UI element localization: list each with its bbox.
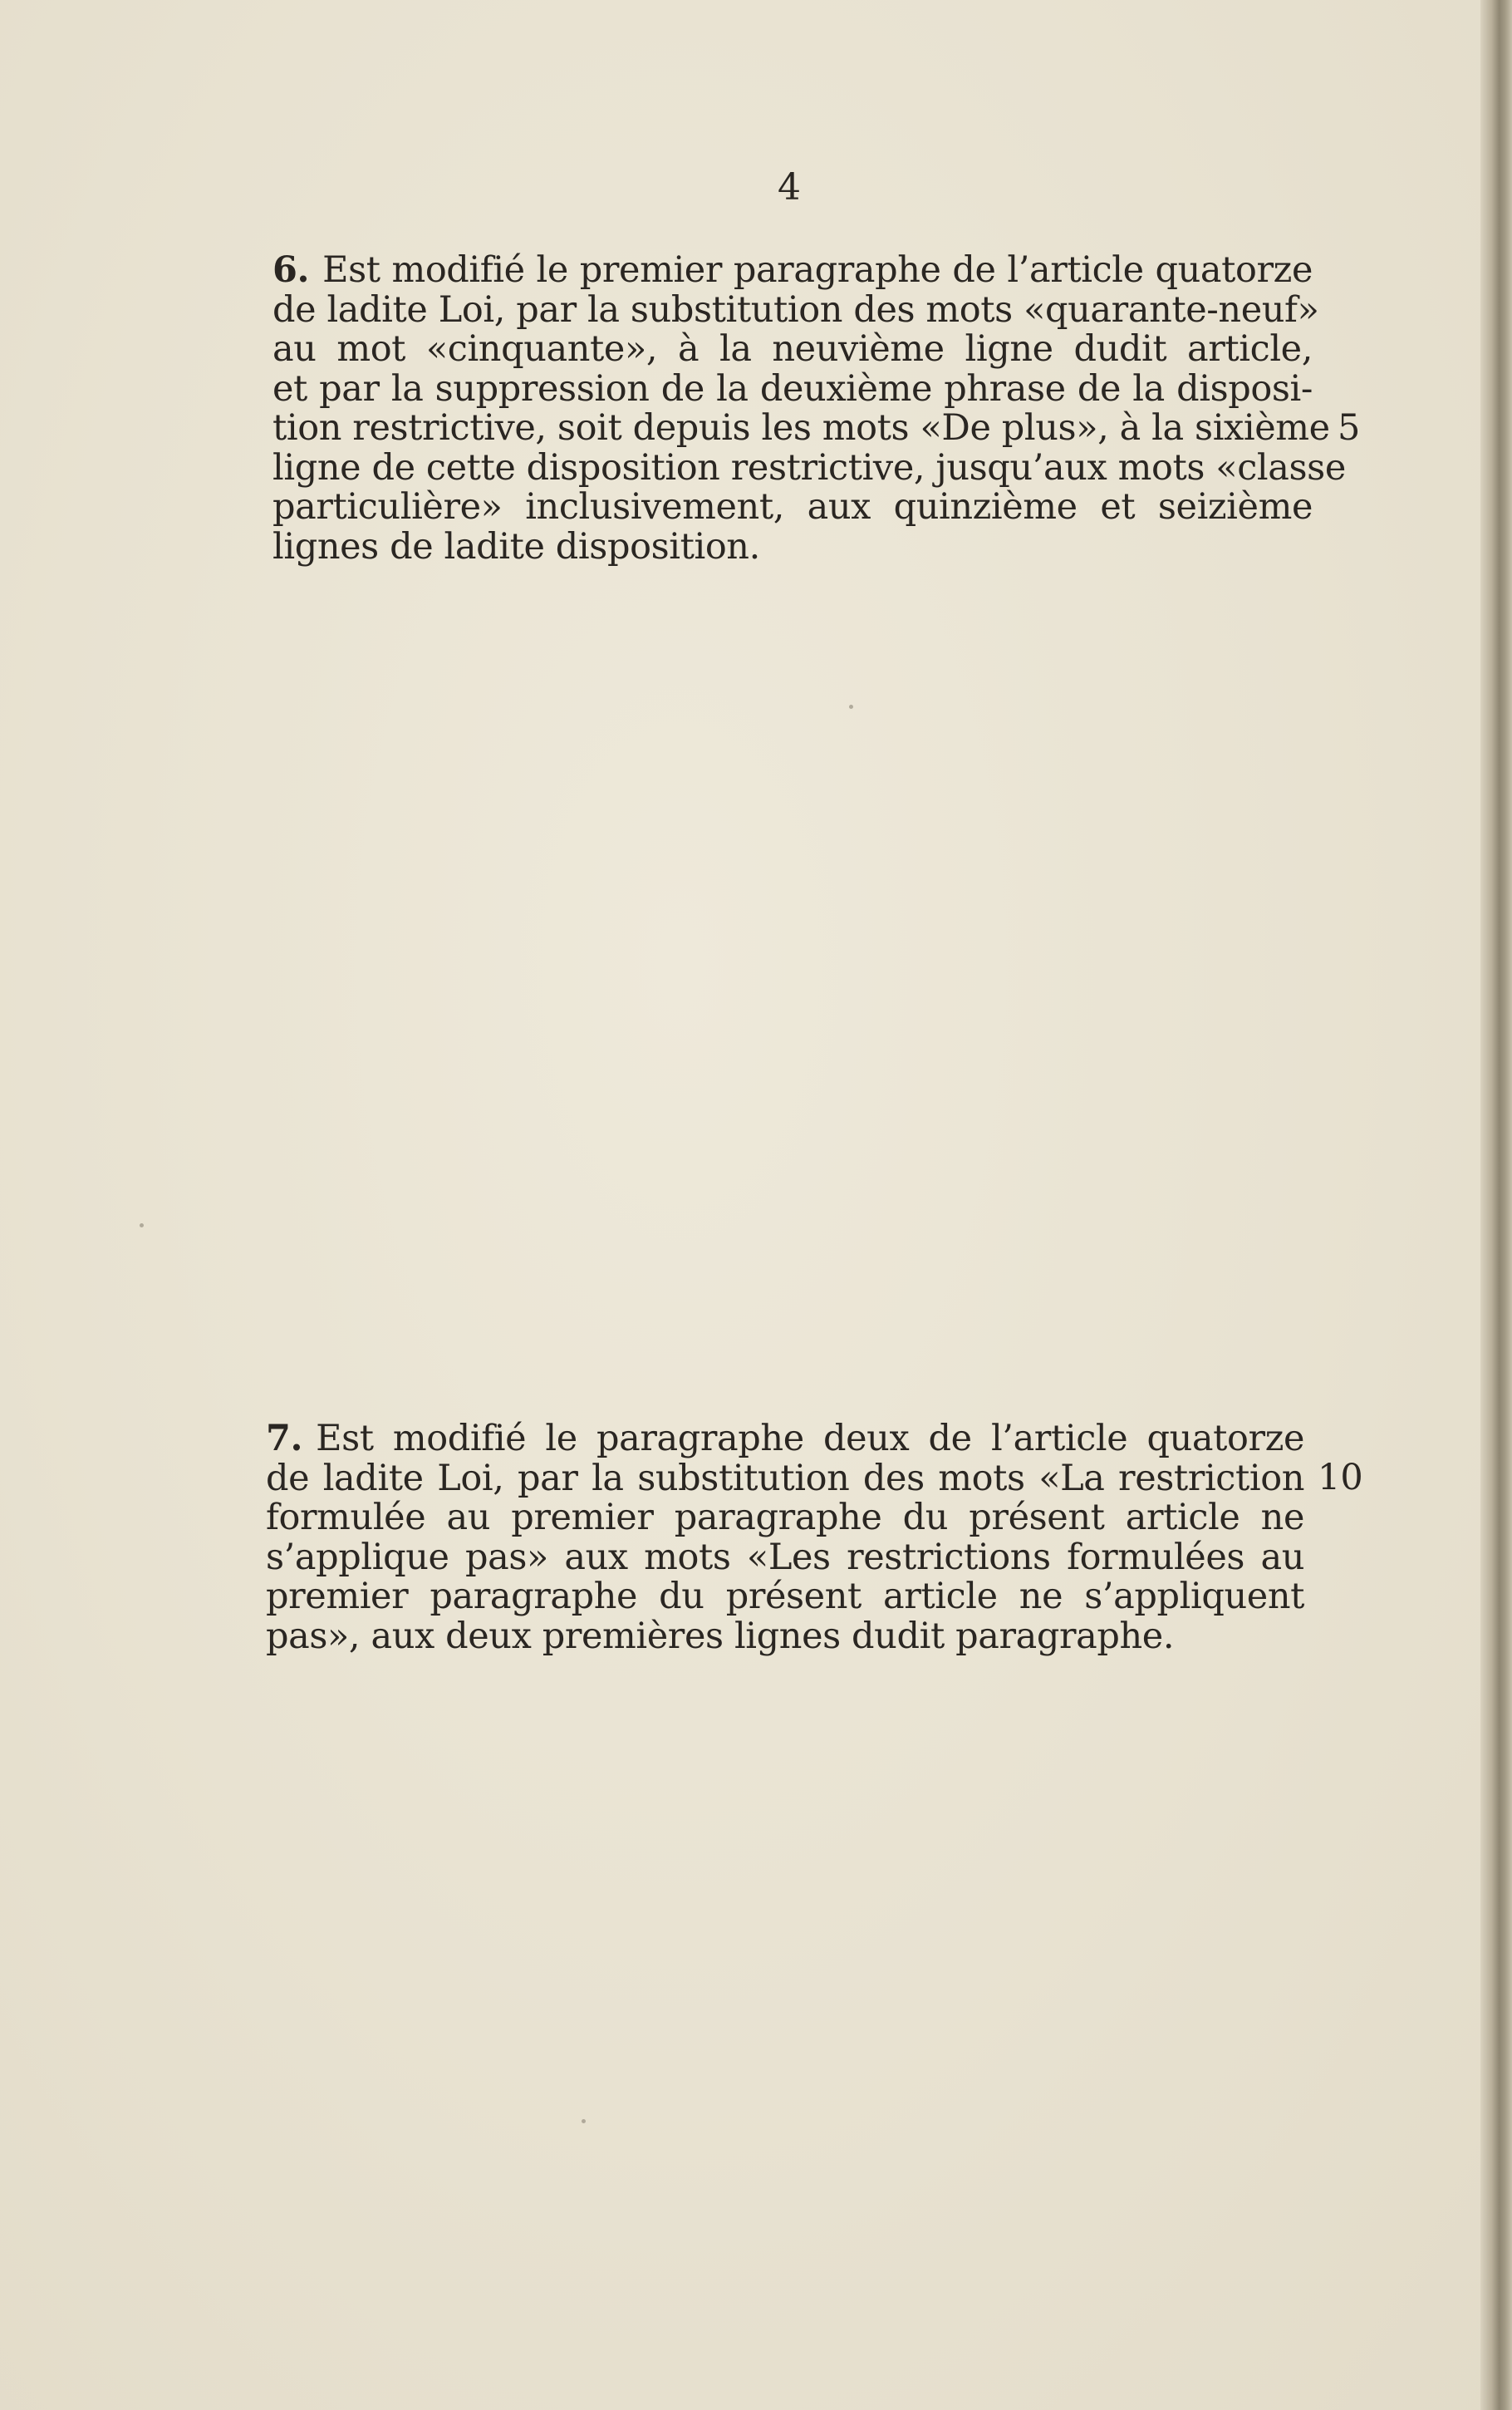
paragraph-6 — [272, 249, 1346, 568]
paragraph-line: lignes de ladite disposition. — [272, 525, 760, 568]
paragraph-line: pas», aux deux premières lignes dudit paragraphe. — [266, 1615, 1175, 1657]
paragraph-line: 6. Est modifié le premier paragraphe de l’article quatorze — [272, 249, 1313, 291]
paragraph-line: premier paragraphe du présent article ne s’appliquent — [266, 1576, 1304, 1617]
paragraph-line: ligne de cette disposition restrictive, jusqu’aux mots «classe — [272, 446, 1346, 489]
paragraph-line: de ladite Loi, par la substitution des mots «La restriction — [266, 1457, 1304, 1499]
page-number: 4 — [778, 166, 801, 209]
margin-line-number: 5 — [1338, 407, 1361, 449]
paragraph-line: de ladite Loi, par la substitution des mots «quarante-neuf» — [272, 288, 1319, 331]
page-edge — [1480, 0, 1512, 2410]
paragraph-number: 7. — [266, 1418, 303, 1459]
paragraph-line: s’applique pas» aux mots «Les restrictions formulées au — [266, 1536, 1304, 1578]
paragraph-line: 7. Est modifié le paragraphe deux de l’article quatorze — [266, 1418, 1304, 1459]
paragraph-line: tion restrictive, soit depuis les mots «De plus», à la sixième — [272, 407, 1330, 449]
paragraph-line: formulée au premier paragraphe du présent article ne — [266, 1497, 1304, 1538]
paper-speck — [849, 705, 853, 709]
paragraph-line: particulière» inclusivement, aux quinzième et seizième — [272, 486, 1313, 528]
paper-speck — [582, 2119, 586, 2123]
paragraph-number: 6. — [272, 249, 310, 291]
margin-line-number: 10 — [1318, 1457, 1363, 1498]
paragraph-line: et par la suppression de la deuxième phrase de la disposi- — [272, 367, 1313, 410]
paragraph-7 — [266, 1419, 1304, 1656]
paragraph-line: au mot «cinquante», à la neuvième ligne dudit article, — [272, 328, 1313, 370]
paper-speck — [140, 1223, 144, 1227]
